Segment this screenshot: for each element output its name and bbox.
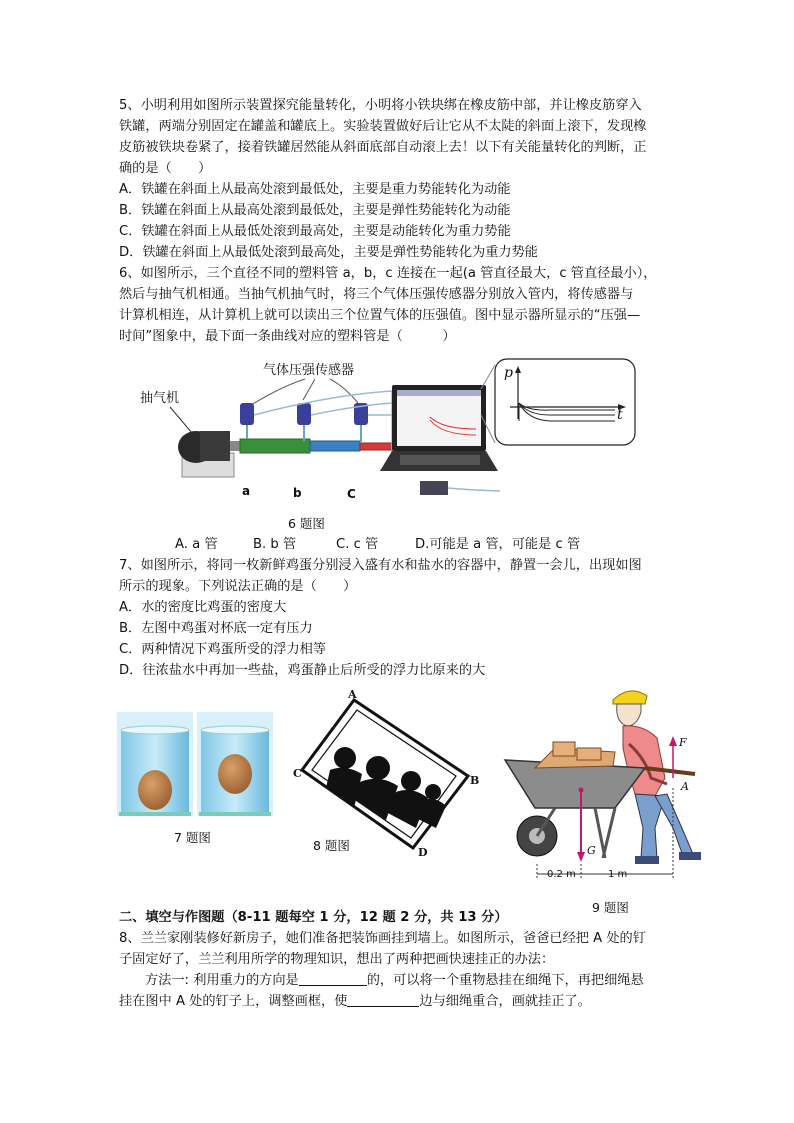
q8-line4 bbox=[119, 992, 679, 1013]
q6-line1: 6、如图所示，三个直径不同的塑料管 a，b，c 连接在一起(a 管直径最大，c 管直径最小）， bbox=[119, 266, 657, 281]
pump-machine bbox=[178, 431, 240, 477]
q6-option-b: B. b 管 bbox=[253, 537, 297, 552]
force-f-label: F bbox=[679, 736, 687, 749]
tube-a bbox=[240, 439, 310, 453]
figure-6 bbox=[130, 355, 650, 535]
sensor-a-icon bbox=[240, 403, 254, 425]
q5-option-b: B．铁罐在斜面上从最高处滚到最低处，主要是弹性势能转化为动能 bbox=[119, 203, 511, 218]
pressure-time-graph bbox=[495, 359, 635, 445]
q6-line3: 计算机相连，从计算机上就可以读出三个位置气体的压强值。图中显示器所显示的“压强— bbox=[119, 308, 641, 323]
dimension-1m: 1 m bbox=[608, 869, 628, 880]
q7-line1: 7、如图所示，将同一枚新鲜鸡蛋分别浸入盛有水和盐水的容器中，静置一会儿，出现如图 bbox=[119, 558, 642, 573]
frame-corner-d: D bbox=[418, 846, 428, 858]
figure-7-caption: 7 题图 bbox=[174, 830, 211, 845]
picture-frame bbox=[302, 700, 468, 848]
section-2-heading: 二、填空与作图题（8-11 题每空 1 分，12 题 2 分，共 13 分） bbox=[119, 910, 508, 925]
egg-floating bbox=[218, 754, 252, 794]
q5-line2: 铁罐，两端分别固定在罐盖和罐底上。实验装置做好后让它从不太陡的斜面上滚下，发现橡 bbox=[119, 119, 647, 134]
q5-line4: 确的是（ ） bbox=[119, 161, 212, 176]
figure-8 bbox=[290, 688, 490, 858]
q5-option-a: A．铁罐在斜面上从最高处滚到最低处，主要是重力势能转化为动能 bbox=[119, 182, 511, 197]
q5-line1: 5、小明利用如图所示装置探究能量转化，小明将小铁块绑在橡皮筋中部，并让橡皮筋穿入 bbox=[119, 98, 642, 113]
q8-blank-2[interactable] bbox=[347, 992, 419, 1007]
q8-line3-part2: 的，可以将一个重物悬挂在细绳下，再把细绳悬 bbox=[366, 973, 644, 988]
figure-6-drawing bbox=[130, 355, 650, 535]
q6-line4: 时间”图象中，最下面一条曲线对应的塑料管是（ ） bbox=[119, 329, 456, 344]
tube-label-a: a bbox=[242, 484, 251, 498]
q8-line1: 8、兰兰家刚装修好新房子，她们准备把装饰画挂到墙上。如图所示，爸爸已经把 A 处的钉 bbox=[119, 931, 646, 946]
sensor-pointer-2 bbox=[303, 379, 315, 400]
beaker-water bbox=[117, 712, 193, 816]
tube-b bbox=[310, 441, 360, 451]
q6-option-d: D.可能是 a 管，可能是 c 管 bbox=[415, 537, 581, 552]
q7-option-b: B．左图中鸡蛋对杯底一定有压力 bbox=[119, 621, 313, 636]
q7-option-d: D．往浓盐水中再加一些盐，鸡蛋静止后所受的浮力比原来的大 bbox=[119, 663, 486, 678]
pump-pointer bbox=[170, 407, 192, 433]
figure-9 bbox=[495, 678, 705, 888]
sensor-b-icon bbox=[297, 403, 311, 425]
sensor-cables bbox=[254, 391, 396, 465]
tube-label-c: C bbox=[347, 487, 356, 501]
laptop-icon bbox=[380, 385, 498, 471]
sensor-pointer-3 bbox=[330, 379, 358, 403]
sensor-pointer-1 bbox=[248, 379, 305, 407]
frame-corner-b: B bbox=[470, 774, 480, 787]
q8-line3 bbox=[119, 971, 705, 992]
figure-6-caption: 6 题图 bbox=[288, 516, 325, 531]
q8-line4-part1: 挂在图中 A 处的钉子上，调整画框，使 bbox=[119, 994, 348, 1009]
point-a-label: A bbox=[681, 780, 689, 793]
frame-corner-a: A bbox=[348, 688, 357, 701]
q6-option-c: C. c 管 bbox=[336, 537, 379, 552]
frame-corner-c: C bbox=[293, 767, 302, 780]
q5-line3: 皮筋被铁块卷紧了，接着铁罐居然能从斜面底部自动滚上去！以下有关能量转化的判断，正 bbox=[119, 140, 647, 155]
q7-option-c: C．两种情况下鸡蛋所受的浮力相等 bbox=[119, 642, 327, 657]
egg-sunk bbox=[138, 770, 172, 810]
q6-line2: 然后与抽气机相通。当抽气机抽气时，将三个气体压强传感器分别放入管内，将传感器与 bbox=[119, 287, 634, 302]
figure-7 bbox=[115, 710, 275, 820]
tube-label-b: b bbox=[293, 486, 302, 500]
figure-8-caption: 8 题图 bbox=[313, 838, 350, 853]
q5-option-c: C．铁罐在斜面上从最低处滚到最高处，主要是动能转化为重力势能 bbox=[119, 224, 511, 239]
graph-p-label: p bbox=[504, 365, 513, 381]
q5-option-d: D．铁罐在斜面上从最低处滚到最高处，主要是弹性势能转化为重力势能 bbox=[119, 245, 538, 260]
dimension-0-2m: 0.2 m bbox=[547, 869, 576, 880]
pump-label: 抽气机 bbox=[140, 391, 180, 406]
beaker-saltwater bbox=[197, 712, 273, 816]
force-g-label: G bbox=[587, 844, 596, 857]
graph-t-label: t bbox=[617, 407, 623, 423]
q7-line2: 所示的现象。下列说法正确的是（ ） bbox=[119, 579, 357, 594]
q8-line2: 子固定好了，兰兰利用所学的物理知识，想出了两种把画快速挂正的办法： bbox=[119, 952, 555, 967]
q6-option-a: A. a 管 bbox=[175, 537, 218, 552]
q7-option-a: A．水的密度比鸡蛋的密度大 bbox=[119, 600, 287, 615]
interface-box bbox=[420, 481, 448, 495]
q8-line3-part1: 方法一: 利用重力的方向是 bbox=[145, 973, 299, 988]
q8-line4-part2: 边与细绳重合，画就挂正了。 bbox=[419, 994, 591, 1009]
sensor-label: 气体压强传感器 bbox=[263, 363, 355, 378]
figure-9-caption: 9 题图 bbox=[592, 900, 629, 915]
q8-blank-1[interactable] bbox=[299, 971, 367, 986]
